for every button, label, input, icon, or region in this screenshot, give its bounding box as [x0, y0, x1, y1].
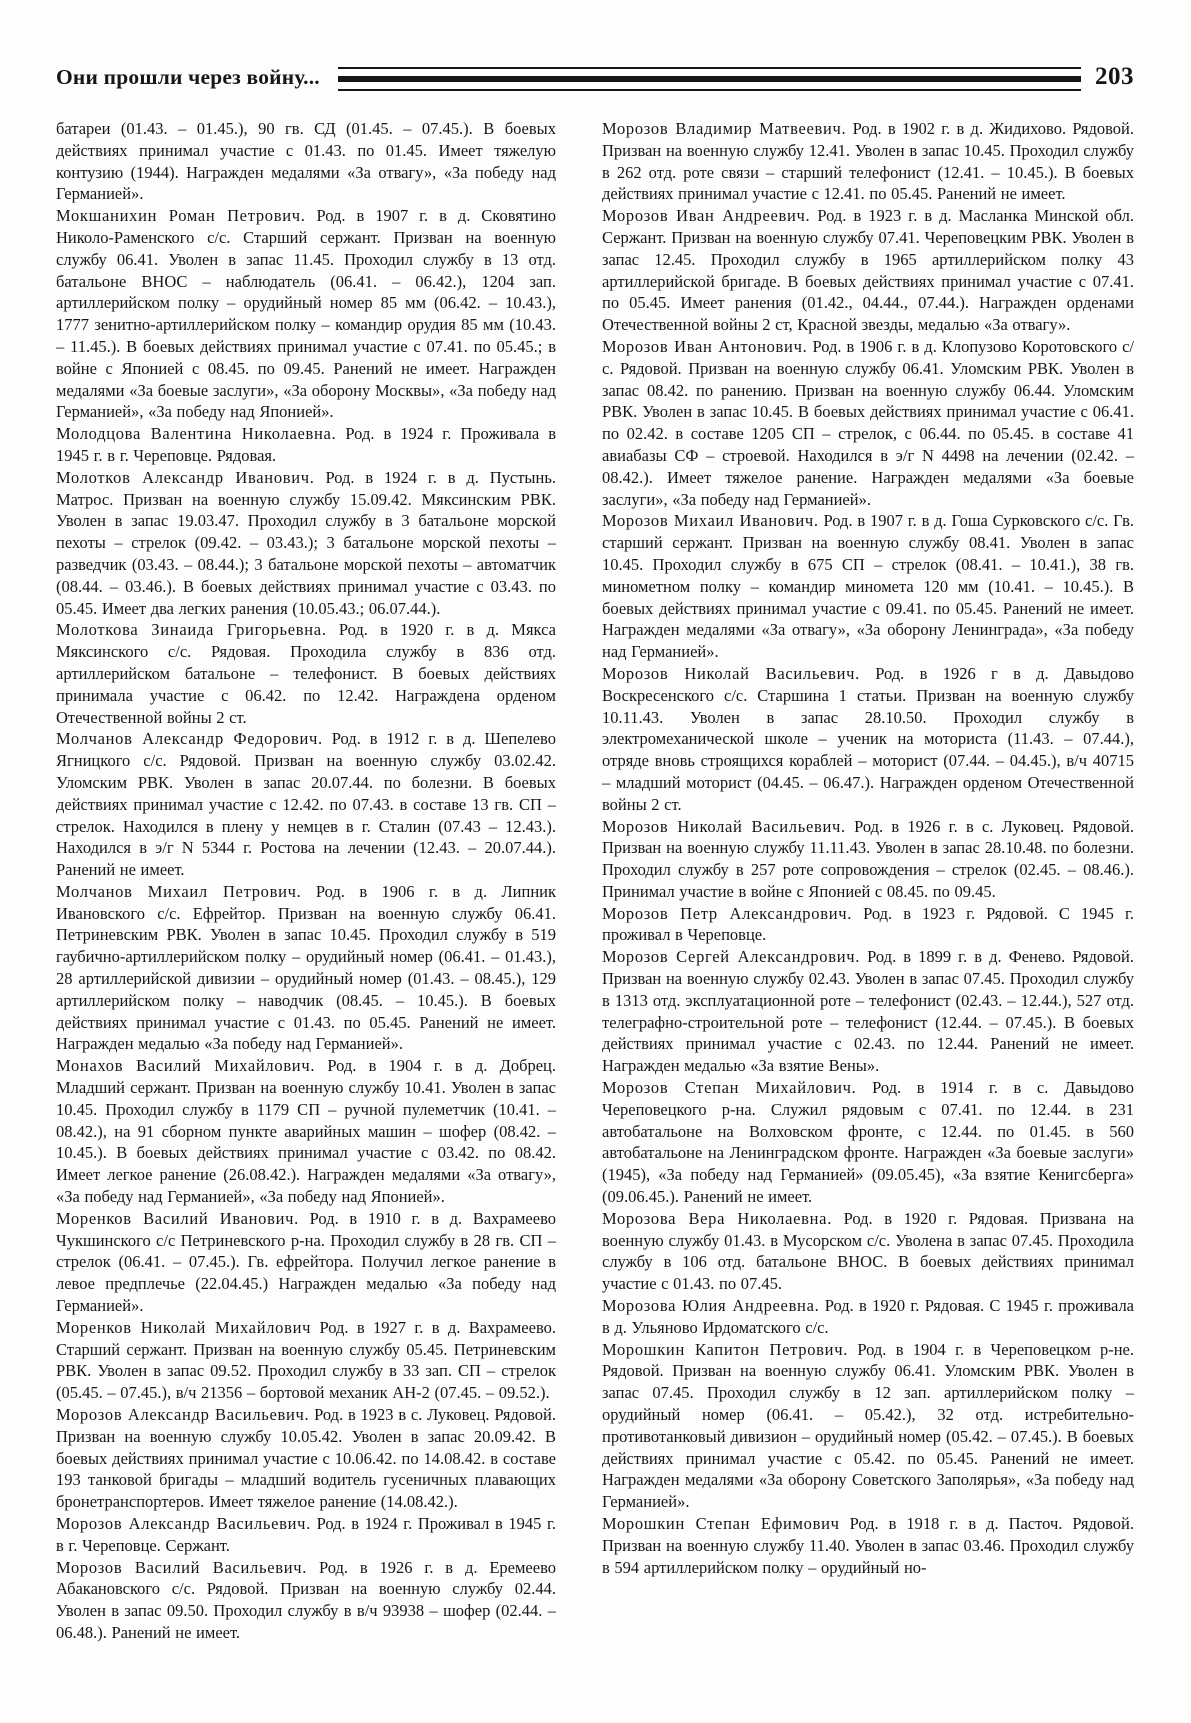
person-name: Моренков Николай Михайлович [56, 1317, 312, 1337]
entry-paragraph [602, 205, 1134, 336]
person-name: Молодцова Валентина Николаевна. [56, 424, 337, 444]
entry-text: Род. в 1923 г. в д. Масланка Минской обл. Сержант. Призван на военную службу 07.41. Череповецким РВК. Уволен в запас 12.45. Проходил службу в 1965 артиллерийском полку 43 артиллерийской бригаде. В боевых действиях принимал участие с 07.41. по 05.45. Имеет ранения (01.42., 04.44., 07.44.). Награжден орденами Отечественной войны 2 ст, Красной звезды, медалью «За отвагу». [602, 206, 1135, 335]
entry-paragraph [602, 663, 1134, 816]
entry-text: Род. в 1927 г. в д. Вахрамеево. Старший сержант. Призван на военную службу 05.45. Петриневским РВК. Уволен в запас 09.52. Проходил службу в 33 зап. СП – стрелок (05.45. – 07.45.), в/ч 21356 – бортовой механик АН-2 (07.45. – 09.52.). [56, 1317, 557, 1403]
entry-text: Род. в 1920 г. Рядовая. С 1945 г. проживала в д. Ульяново Ирдоматского с/с. [602, 1296, 1134, 1337]
left-column [56, 118, 556, 1644]
continuation-paragraph [56, 118, 556, 205]
person-name: Морозов Василий Васильевич. [56, 1557, 308, 1577]
entry-paragraph [602, 510, 1134, 663]
entry-text: Род. в 1914 г. в с. Давыдово Череповецкого р-на. Служил рядовым с 07.41. по 12.44. в 231 автобатальоне на Волховском фронте, с 12.44. по 01.45. в 560 автобатальоне на Ленинградском фронте. Награжден «За боевые заслуги» (1945), «За победу над Германией» (09.05.45), «За взятие Кенигсберга» (09.06.45.). Ранений не имеет. [602, 1078, 1135, 1207]
entry-paragraph [602, 946, 1134, 1077]
person-name: Морозова Вера Николаевна. [602, 1208, 833, 1228]
entry-paragraph [56, 1317, 556, 1404]
entry-text: Род. в 1907 г. в д. Гоша Сурковского с/с. Гв. старший сержант. Призван на военную службу 08.41. Уволен в запас 10.45. Проходил службу в 675 СП – стрелок (08.41. – 10.41.), 38 гв. минометном полку – командир миномета 120 мм (10.41. – 10.45.). В боевых действиях принимал участие с 09.41. по 05.45. Ранений не имеет. Награжден медалями «За отвагу», «За оборону Ленинграда», «За победу над Германией». [602, 511, 1134, 662]
entry-paragraph [602, 118, 1134, 205]
page-header [56, 56, 1134, 98]
entry-text: Род. в 1904 г. в Череповецком р-не. Рядовой. Призван на военную службу 06.41. Уломским РВК. Уволен в запас 07.45. Проходил службу в 12 зап. артиллерийском полку – орудийный номер (06.41. – 05.42.), 32 отд. истребительно-противотанковый дивизион – орудийный номер (05.42. – 07.45.). В боевых действиях принимал участие с 05.42. по 05.45. Ранений не имеет. Награжден медалями «За оборону Советского Заполярья», «За победу над Германией». [602, 1339, 1134, 1512]
entry-paragraph [602, 1295, 1134, 1339]
person-name: Моренков Василий Иванович. [56, 1208, 299, 1228]
entry-paragraph [56, 619, 556, 728]
entry-text: Род. в 1924 г. Проживал в 1945 г. в г. Череповце. Сержант. [56, 1514, 556, 1555]
entry-paragraph [602, 903, 1134, 947]
entry-paragraph [56, 467, 556, 620]
rule-line-top [338, 67, 1081, 69]
header-rule [338, 67, 1081, 91]
rule-line-middle [338, 76, 1081, 82]
entry-text: батареи (01.43. – 01.45.), 90 гв. СД (01.45. – 07.45.). В боевых действиях принимал участие с 01.43. по 01.45. Имеет тяжелую контузию (1944). Награжден медалями «За отвагу», «За победу над Германией». [56, 119, 556, 204]
entry-text: Род. в 1904 г. в д. Добрец. Младший сержант. Призван на военную службу 10.41. Уволен в запас 10.45. Проходил службу в 1179 СП – ручной пулеметчик (10.41. – 08.42.), на 91 сборном пункте аварийных машин – шофер (08.42. – 10.45.). В боевых действиях принимал участие с 03.42. по 08.42. Имеет легкое ранение (26.08.42.). Награжден медалями «За отвагу», «За победу над Германией», «За победу над Японией». [56, 1056, 556, 1207]
text-columns [56, 118, 1134, 1644]
entry-text: Род. в 1907 г. в д. Сковятино Николо-Раменского с/с. Старший сержант. Призван на военную службу 06.41. Уволен в запас 11.45. Проходил службу в 13 отд. батальоне ВНОС – наблюдатель (06.41. – 06.42.), 1204 зап. артиллерийском полку – орудийный номер 85 мм (06.42. – 10.43.), 1777 зенитно-артиллерийском полку – командир орудия 85 мм (10.43. – 11.45.). В боевых действиях принимал участие с 07.41. по 05.45.; в войне с Японией с 08.45. по 09.45. Ранений не имеет. Награжден медалями «За боевые заслуги», «За оборону Москвы», «За победу над Германией», «За победу над Японией». [56, 206, 556, 422]
entry-paragraph [56, 1404, 556, 1513]
entry-text: Род. в 1924 г. Проживала в 1945 г. в г. Череповце. Рядовая. [56, 424, 557, 465]
person-name: Морозов Владимир Матвеевич. [602, 119, 847, 138]
entry-text: Род. в 1920 г. Рядовая. Призвана на военную службу 01.43. в Мусорском с/с. Уволена в запас 07.45. Проходила службу в 106 отд. батальоне ВНОС. В боевых действиях принимал участие с 01.43. по 07.45. [602, 1208, 1135, 1294]
entry-paragraph [602, 1339, 1134, 1513]
page-number: 203 [1095, 63, 1134, 90]
person-name: Морозов Иван Андреевич. [602, 206, 811, 226]
entry-text: Род. в 1923 г. Рядовой. С 1945 г. проживал в Череповце. [602, 903, 1134, 945]
entry-text: Род. в 1899 г. в д. Фенево. Рядовой. Призван на военную службу 02.43. Уволен в запас 07.45. Проходил службу в 1313 отд. эксплуатационной роте – телефонист (02.43. – 12.44.), 527 отд. телеграфно-строительной роте – телефонист (12.44. – 07.45.). В боевых действиях принимал участие с 02.43. по 12.44. Ранений не имеет. Награжден медалью «За взятие Вены». [602, 947, 1134, 1076]
entry-paragraph [602, 1077, 1134, 1208]
entry-paragraph [56, 1055, 556, 1208]
entry-paragraph [56, 1208, 556, 1317]
person-name: Морозов Николай Васильевич. [602, 663, 860, 683]
person-name: Мокшанихин Роман Петрович. [56, 206, 306, 226]
person-name: Монахов Василий Михайлович. [56, 1056, 316, 1076]
person-name: Морозов Александр Васильевич. [56, 1405, 310, 1425]
person-name: Молчанов Михаил Петрович. [56, 881, 302, 901]
entry-text: Род. в 1902 г. в д. Жидихово. Рядовой. Призван на военную службу 12.41. Уволен в запас 10.45. Проходил службу в 262 отд. роте связи – старший телефонист (12.41. – 10.45.). В боевых действиях принимал участие с 12.41. по 05.45. Ранений не имеет. [602, 119, 1135, 204]
person-name: Морозов Петр Александрович. [602, 903, 853, 923]
person-name: Морозов Михаил Иванович. [602, 511, 819, 531]
person-name: Морошкин Степан Ефимович [602, 1514, 840, 1533]
rule-line-bottom [338, 89, 1081, 91]
entry-paragraph [56, 1513, 556, 1557]
entry-text: Род. в 1926 г. в д. Еремеево Абакановского с/с. Рядовой. Призван на военную службу 02.44. Уволен в запас 09.50. Проходил службу в в/ч 93938 – шофер (02.44. – 06.48.). Ранений не имеет. [56, 1557, 557, 1642]
entry-text: Род. в 1912 г. в д. Шепелево Ягницкого с/с. Рядовой. Призван на военную службу 03.02.42. Уломским РВК. Уволен в запас 20.07.44. по болезни. В боевых действиях принимал участие с 12.42. по 07.43. в составе 13 гв. СП – стрелок. Находился в плену у немцев в г. Сталин (07.43 – 12.43.). Находился в э/г N 5344 г. Ростова на лечении (12.43. – 20.07.44.). Ранений не имеет. [56, 729, 556, 880]
entry-text: Род. в 1918 г. в д. Пасточ. Рядовой. Призван на военную службу 11.40. Уволен в запас 03.46. Проходил службу в 594 артиллерийском полку – орудийный но- [602, 1514, 1134, 1577]
entry-text: Род. в 1926 г. в с. Луковец. Рядовой. Призван на военную службу 11.11.43. Уволен в запас 28.10.48. по болезни. Проходил службу в 257 роте сопровождения – стрелок (02.45. – 08.46.). Принимал участие в войне с Японией с 08.45. по 09.45. [602, 816, 1135, 901]
person-name: Морозова Юлия Андреевна. [602, 1296, 820, 1316]
entry-text: Род. в 1906 г. в д. Липник Ивановского с/с. Ефрейтор. Призван на военную службу 06.41. Петриневским РВК. Уволен в запас 10.45. Проходил службу в 519 гаубично-артиллерийском полку – орудийный номер (06.41. – 01.43.), 28 артиллерийской дивизии – орудийный номер (01.43. – 08.45.), 129 артиллерийском полку – наводчик (08.45. – 10.45.). В боевых действиях принимал участие с 01.43. по 05.45. Ранений не имеет. Награжден медалью «За победу над Германией». [56, 881, 556, 1054]
right-column [602, 118, 1134, 1644]
entry-paragraph [56, 728, 556, 881]
entry-paragraph [56, 881, 556, 1055]
entry-paragraph [56, 1557, 556, 1644]
entry-text: Род. в 1924 г. в д. Пустынь. Матрос. Призван на военную службу 15.09.42. Мяксинским РВК. Уволен в запас 19.03.47. Проходил службу в 3 батальоне морской пехоты – стрелок (09.42. – 03.43.); 3 батальоне морской пехоты – разведчик (03.43. – 08.44.); 3 батальоне морской пехоты – автоматчик (08.44. – 03.46.). В боевых действиях принимал участие с 03.43. по 05.45. Имеет два легких ранения (10.05.43.; 06.07.44.). [56, 467, 556, 618]
entry-paragraph [602, 1208, 1134, 1295]
person-name: Молотков Александр Иванович. [56, 467, 315, 487]
entry-text: Род. в 1906 г. в д. Клопузово Коротовского с/с. Рядовой. Призван на военную службу 06.41. Уломским РВК. Уволен в запас 08.42. по ранению. Призван на военную службу 06.44. Уломским РВК. Уволен в запас 10.45. В боевых действиях принимал участие с 06.41. по 02.42. в составе 1205 СП – стрелок, с 06.44. по 05.45. в составе 41 авиабазы СФ – строевой. Находился в э/г N 4498 на лечении (02.42. – 08.42.). Имеет тяжелое ранение. Награжден медалями «За боевые заслуги», «За победу над Германией». [602, 336, 1135, 509]
entry-paragraph [602, 336, 1134, 510]
person-name: Морозов Степан Михайлович. [602, 1078, 857, 1098]
person-name: Морозов Сергей Александрович. [602, 947, 861, 967]
entry-text: Род. в 1920 г. в д. Мякса Мяксинского с/с. Рядовая. Проходила службу в 836 отд. артиллерийском батальоне – телефонист. В боевых действиях принимала участие с 06.42. по 12.42. Награждена орденом Отечественной войны 2 ст. [56, 620, 556, 727]
person-name: Морозов Иван Антонович. [602, 336, 808, 356]
person-name: Морозов Николай Васильевич. [602, 816, 846, 836]
entry-paragraph [602, 1513, 1134, 1578]
entry-paragraph [56, 205, 556, 423]
person-name: Морозов Александр Васильевич. [56, 1514, 311, 1533]
entry-paragraph [602, 816, 1134, 903]
entry-text: Род. в 1923 в с. Луковец. Рядовой. Призван на военную службу 10.05.42. Уволен в запас 20.09.42. В боевых действиях принимал участие с 10.06.42. по 14.08.42. в составе 193 танковой бригады – младший водитель гусеничных плавающих бронетранспортеров. Имеет тяжелое ранение (14.08.42.). [56, 1405, 556, 1512]
person-name: Морошкин Капитон Петрович. [602, 1339, 849, 1359]
entry-paragraph [56, 423, 556, 467]
entry-text: Род. в 1910 г. в д. Вахрамеево Чукшинского с/с Петриневского р-на. Проходил службу в 28 гв. СП – стрелок (06.41. – 07.45.). Гв. ефрейтора. Получил легкое ранение в левое предплечье (22.04.45.) Награжден медалью «За победу над Германией». [56, 1208, 556, 1316]
running-title: Они прошли через войну... [56, 64, 320, 89]
person-name: Молчанов Александр Федорович. [56, 729, 323, 749]
person-name: Молоткова Зинаида Григорьевна. [56, 620, 327, 640]
entry-text: Род. в 1926 г в д. Давыдово Воскресенского с/с. Старшина 1 статьи. Призван на военную службу 10.11.43. Уволен в запас 28.10.50. Проходил службу в электромеханической школе – ученик на моториста (11.43. – 07.44.), отряде вновь строящихся кораблей – моторист (07.44. – 04.45.), в/ч 40715 – младший моторист (04.45. – 06.47.). Награжден орденом Отечественной войны 2 ст. [602, 663, 1135, 814]
